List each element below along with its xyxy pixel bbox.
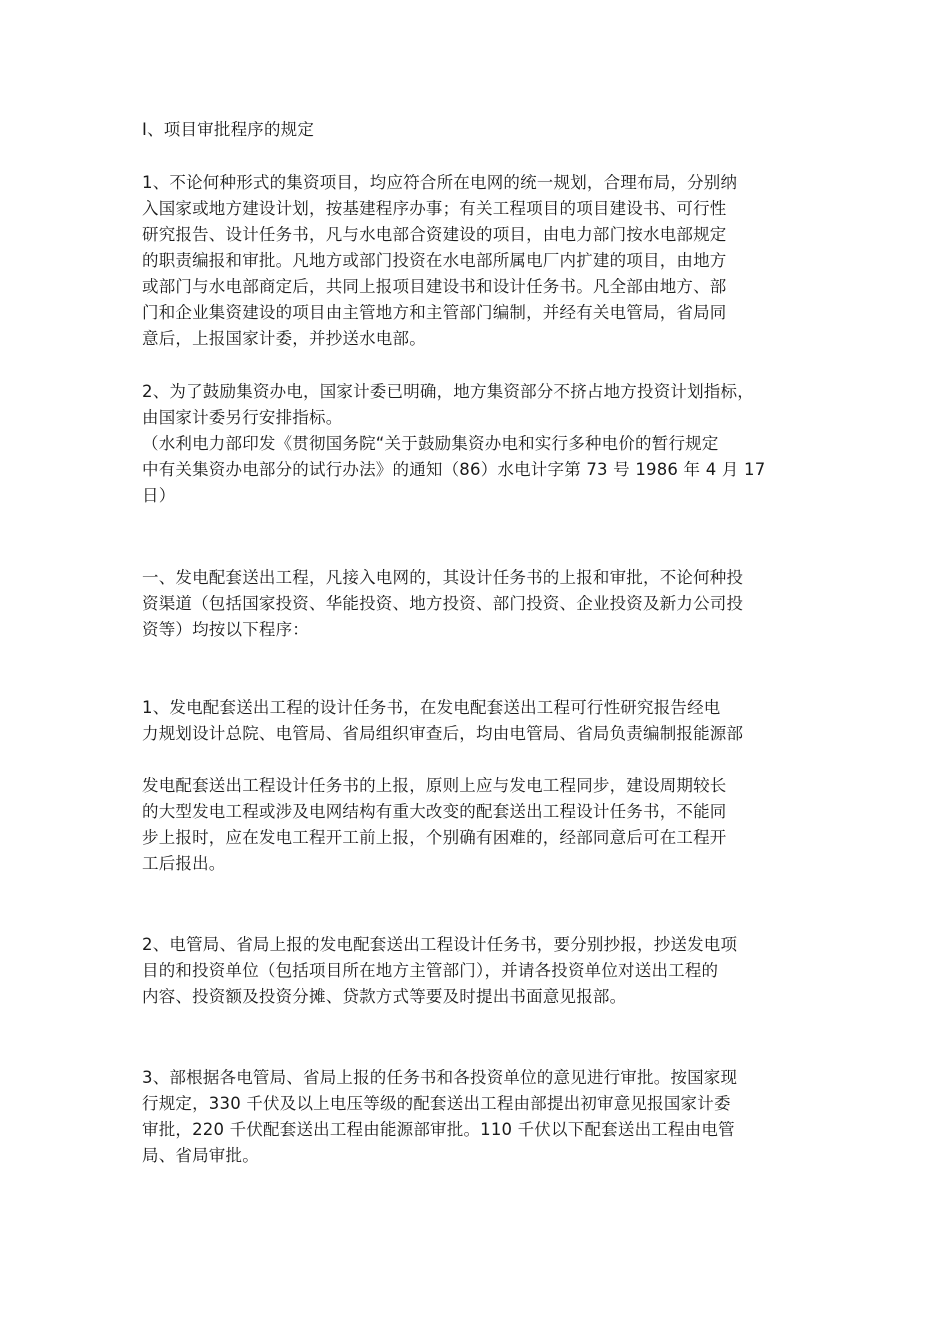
text-line: 资渠道（包括国家投资、华能投资、地方投资、部门投资、企业投资及新力公司投 <box>142 594 744 613</box>
text-line: 门和企业集资建设的项目由主管地方和主管部门编制，并经有关电管局，省局同 <box>142 303 727 322</box>
paragraph-1 <box>142 170 822 352</box>
text-line: 意后，上报国家计委，并抄送水电部。 <box>142 329 426 348</box>
text-line: 发电配套送出工程设计任务书的上报，原则上应与发电工程同步，建设周期较长 <box>142 776 727 795</box>
item-3 <box>142 1065 822 1169</box>
heading <box>142 117 822 143</box>
text-line: 目的和投资单位（包括项目所在地方主管部门），并请各投资单位对送出工程的 <box>142 961 719 980</box>
text-line: 入国家或地方建设计划，按基建程序办事；有关工程项目的项目建设书、可行性 <box>142 199 727 218</box>
text-line: 1、发电配套送出工程的设计任务书，在发电配套送出工程可行性研究报告经电 <box>142 698 721 717</box>
paragraph-2 <box>142 379 822 431</box>
text-line: 或部门与水电部商定后，共同上报项目建设书和设计任务书。凡全部由地方、部 <box>142 277 727 296</box>
text-line: 2、电管局、省局上报的发电配套送出工程设计任务书，要分别抄报，抄送发电项 <box>142 935 738 954</box>
text-line: 局、省局审批。 <box>142 1146 259 1165</box>
item-2 <box>142 932 822 1010</box>
text-line: 由国家计委另行安排指标。 <box>142 408 343 427</box>
text-line: 研究报告、设计任务书，凡与水电部合资建设的项目，由电力部门按水电部规定 <box>142 225 727 244</box>
text-line: 内容、投资额及投资分摊、贷款方式等要及时提出书面意见报部。 <box>142 987 627 1006</box>
text-line: （水利电力部印发《贯彻国务院“关于鼓励集资办电和实行多种电价的暂行规定 <box>142 434 719 453</box>
text-line: 资等）均按以下程序： <box>142 620 309 639</box>
text-line: 力规划设计总院、电管局、省局组织审查后，均由电管局、省局负责编制报能源部 <box>142 724 744 743</box>
text-line: 2、为了鼓励集资办电，国家计委已明确，地方集资部分不挤占地方投资计划指标， <box>142 382 754 401</box>
text-line: 步上报时，应在发电工程开工前上报，个别确有困难的，经部同意后可在工程开 <box>142 828 727 847</box>
text-line: 中有关集资办电部分的试行办法》的通知（86）水电计字第 73 号 1986 年 4 月 17 <box>142 460 766 479</box>
text-line: 1、不论何种形式的集资项目，均应符合所在电网的统一规划，合理布局，分别纳 <box>142 173 738 192</box>
text-line: 行规定，330 千伏及以上电压等级的配套送出工程由部提出初审意见报国家计委 <box>142 1094 731 1113</box>
text-line: 工后报出。 <box>142 854 226 873</box>
item-1 <box>142 695 822 747</box>
text-line: 审批，220 千伏配套送出工程由能源部审批。110 千伏以下配套送出工程由电管 <box>142 1120 735 1139</box>
text-line: 的职责编报和审批。凡地方或部门投资在水电部所属电厂内扩建的项目，由地方 <box>142 251 727 270</box>
section-1 <box>142 565 822 643</box>
item-1-continued <box>142 773 822 877</box>
heading-text: I、项目审批程序的规定 <box>142 120 315 139</box>
source-note <box>142 431 822 509</box>
text-line: 3、部根据各电管局、省局上报的任务书和各投资单位的意见进行审批。按国家现 <box>142 1068 738 1087</box>
text-line: 日） <box>142 486 176 505</box>
text-line: 的大型发电工程或涉及电网结构有重大改变的配套送出工程设计任务书，不能同 <box>142 802 727 821</box>
text-line: 一、发电配套送出工程，凡接入电网的，其设计任务书的上报和审批，不论何种投 <box>142 568 744 587</box>
